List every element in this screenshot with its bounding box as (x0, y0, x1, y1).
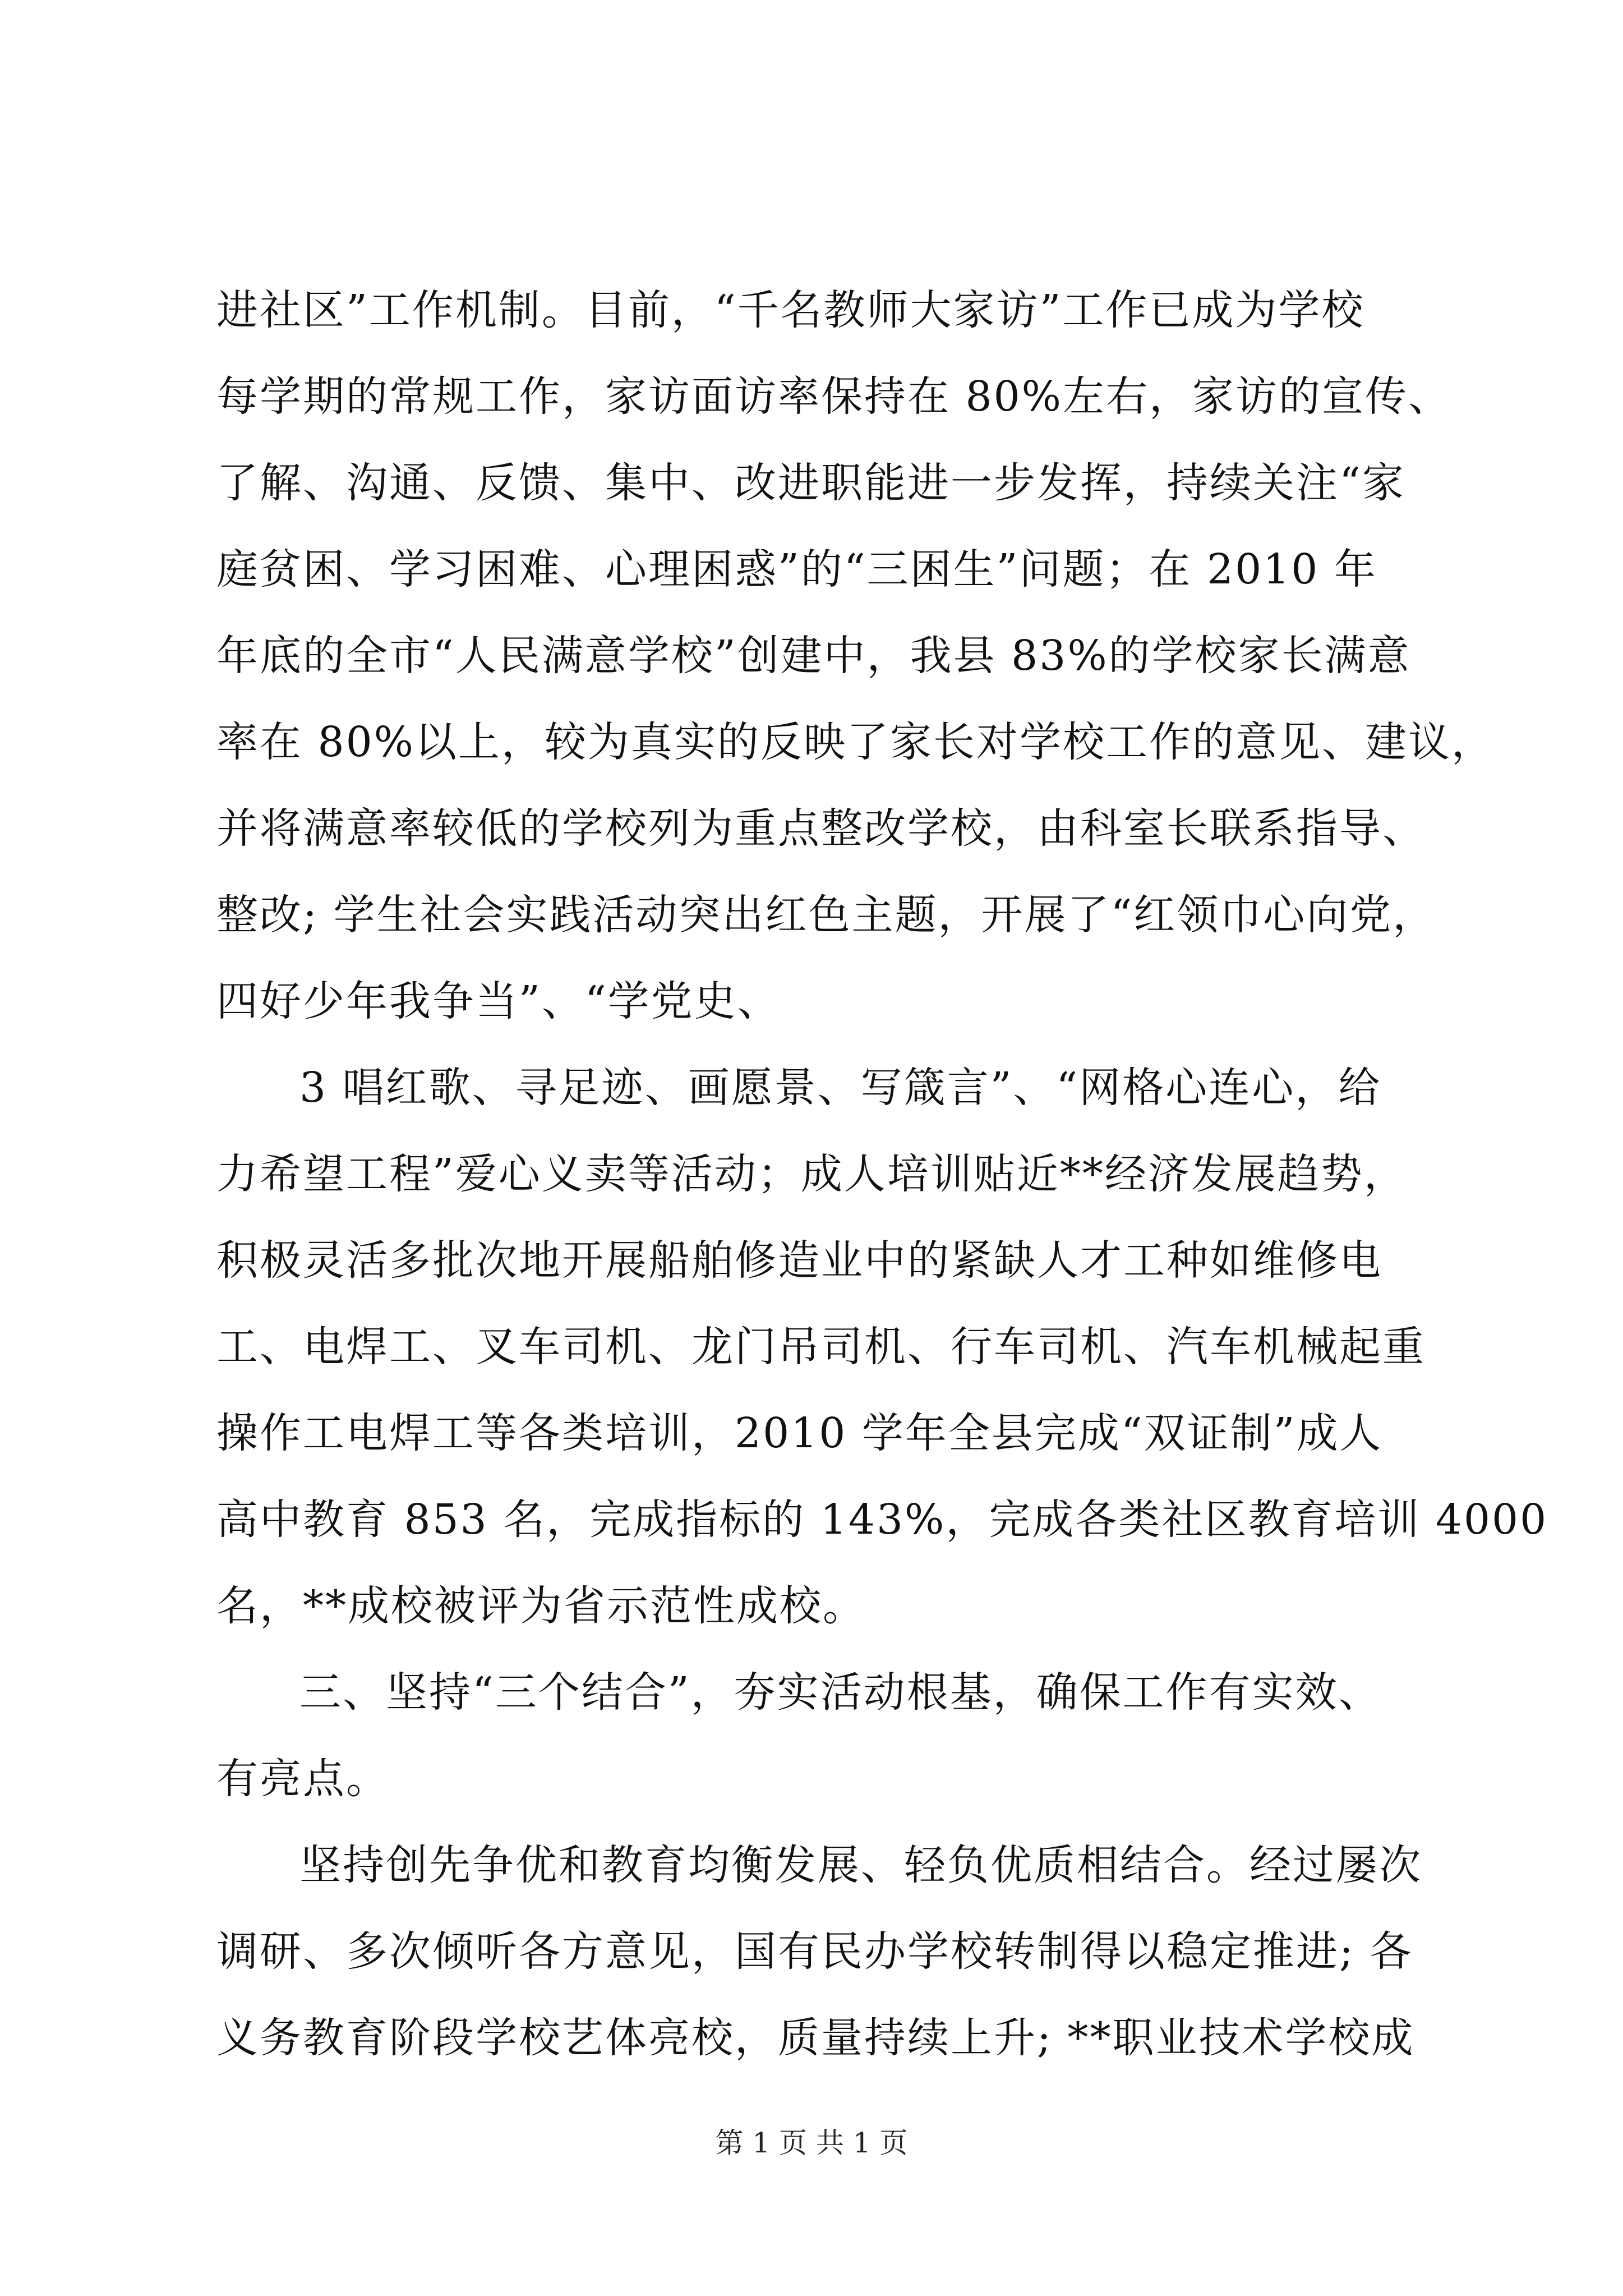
text-line: 了解、沟通、反馈、集中、改进职能进一步发挥，持续关注“家 (216, 459, 1405, 507)
text-line: 进社区”工作机制。目前，“千名教师大家访”工作已成为学校 (216, 286, 1365, 334)
text-line: 坚持创先争优和教育均衡发展、轻负优质相结合。经过屡次 (299, 1841, 1422, 1889)
text-line: 并将满意率较低的学校列为重点整改学校，由科室长联系指导、 (216, 804, 1426, 853)
text-line: 整改; 学生社会实践活动突出红色主题，开展了“红领巾心向党， (216, 891, 1436, 939)
text-line: 调研、多次倾听各方意见，国有民办学校转制得以稳定推进; 各 (216, 1927, 1413, 1976)
text-line: 率在 80%以上，较为真实的反映了家长对学校工作的意见、建议， (216, 718, 1495, 766)
text-line: 3 唱红歌、寻足迹、画愿景、写箴言”、“网格心连心，给 (299, 1064, 1382, 1112)
text-line: 操作工电焊工等各类培训，2010 学年全县完成“双证制”成人 (216, 1409, 1383, 1457)
text-line: 庭贫困、学习困难、心理困惑”的“三困生”问题；在 2010 年 (216, 545, 1377, 593)
page-footer: 第 1 页 共 1 页 (715, 2127, 908, 2159)
text-line: 年底的全市“人民满意学校”创建中，我县 83%的学校家长满意 (216, 632, 1411, 680)
text-line: 有亮点。 (216, 1755, 389, 1803)
text-line: 义务教育阶段学校艺体亮校，质量持续上升; **职业技术学校成 (216, 2014, 1415, 2062)
text-line: 名，**成校被评为省示范性成校。 (216, 1582, 866, 1630)
text-line: 工、电焊工、叉车司机、龙门吊司机、行车司机、汽车机械起重 (216, 1323, 1426, 1371)
text-line: 力希望工程”爱心义卖等活动；成人培训贴近**经济发展趋势， (216, 1150, 1407, 1198)
text-line: 积极灵活多批次地开展船舶修造业中的紧缺人才工种如维修电 (216, 1236, 1382, 1285)
text-line: 四好少年我争当”、“学党史、 (216, 977, 781, 1025)
text-line: 高中教育 853 名，完成指标的 143%，完成各类社区教育培训 4000 (216, 1496, 1548, 1544)
section-heading: 三、坚持“三个结合”，夯实活动根基，确保工作有实效、 (299, 1668, 1382, 1717)
text-line: 每学期的常规工作，家访面访率保持在 80%左右，家访的宣传、 (216, 372, 1451, 421)
